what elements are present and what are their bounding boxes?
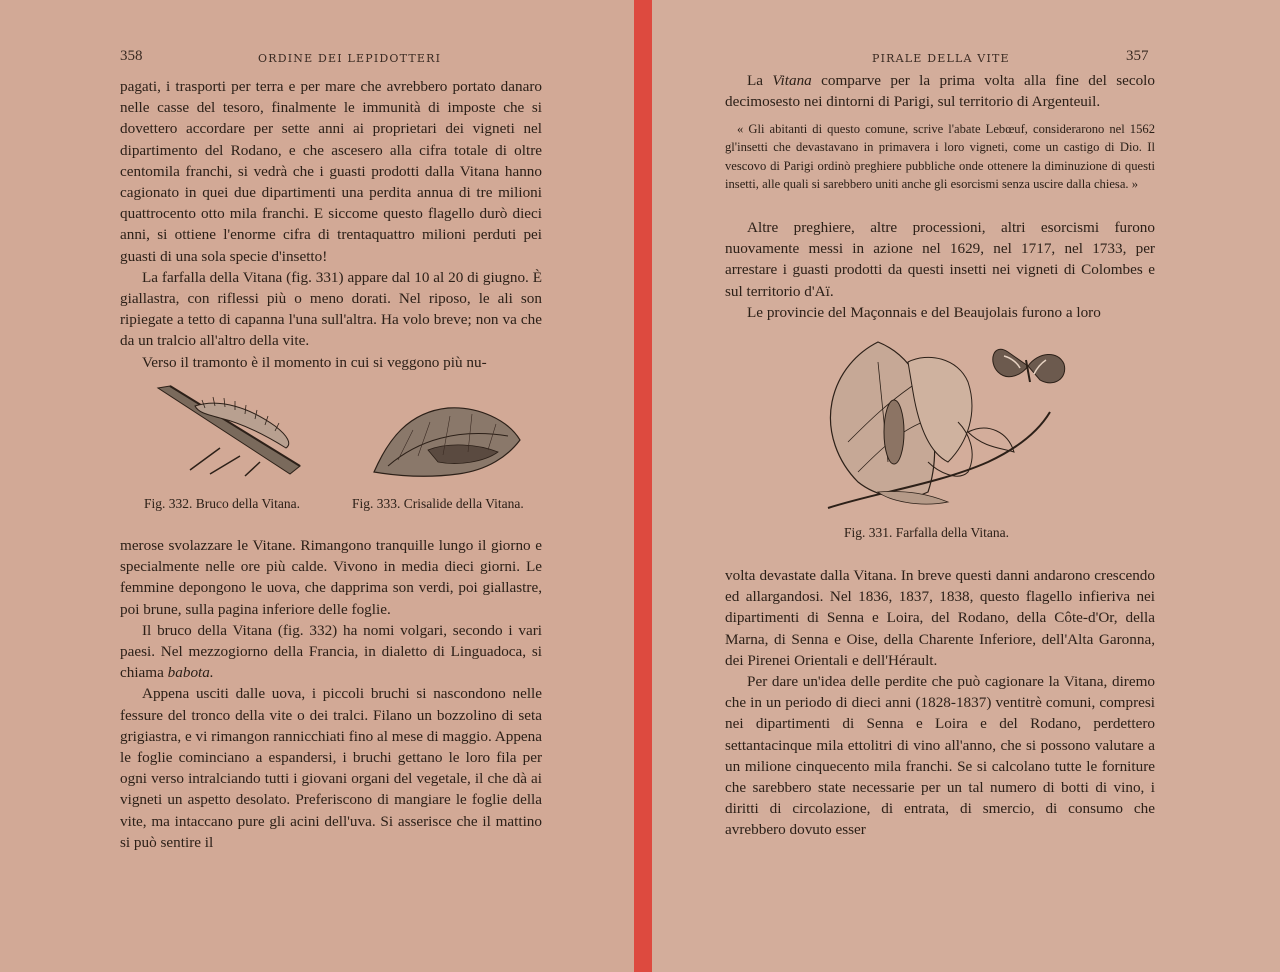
left-text-top [120, 76, 542, 373]
left-page [0, 0, 634, 972]
paragraph: Altre preghiere, altre processioni, altri esorcismi furono nuovamente messi in azione nel 1629, nel 1717, nel 1733, per arrestare i guasti prodotti da questi insetti nei vigneti di Colombes e sul territorio d'Aï. [725, 219, 1155, 300]
right-text-bottom [725, 565, 1155, 841]
paragraph: volta devastate dalla Vitana. In breve questi danni andarono crescendo ed allargandosi. Nel 1836, 1837, 1838, questo flagello infieriva nei dipartimenti di Senna e Loira, del Rodano, della Côte-d'Or, della Marna, di Senna e Oise, della Charente Inferiore, dell'Alta Garonna, dei Pirenei Orientali e dell'Hérault. [725, 567, 1155, 669]
left-page-number: 358 [120, 48, 143, 64]
paragraph: Il bruco della Vitana (fig. 332) ha nomi volgari, secondo i vari paesi. Nel mezzogiorno della Francia, in dialetto di Linguadoca, si chiama babota. [120, 621, 542, 682]
left-text-bottom [120, 535, 542, 853]
right-running-head: PIRALE DELLA VITE [872, 52, 1010, 65]
figure-333-caption: Fig. 333. Crisalide della Vitana. [352, 496, 524, 511]
paragraph: Per dare un'idea delle perdite che può cagionare la Vitana, diremo che in un periodo di dieci anni (1828-1837) ventitrè comuni, compresi nei dipartimenti di Senna e Loira e del Rodano, perdettero settantacinque mila ettolitri di vino all'anno, che si possono valutare a un milione cinquecento mila franchi. Se si calcolano tutte le forniture che sarebbero state necessarie per un tal numero di botti di vino, i diritti di circolazione, di entrata, di smercio, di consumo che avrebbero dovuto esser [725, 673, 1155, 839]
moth-figure [818, 322, 1078, 522]
quote-text: « Gli abitanti di questo comune, scrive l'abate Lebœuf, considerarono nel 1562 gl'insetti che devastavano in primavera i loro vigneti, come un castigo di Dio. Il vescovo di Parigi ordinò preghiere pubbliche onde ottenere la diminuzione di questi insetti, alle quali si sarebbero uniti anche gli esorcismi senza uscire dalla chiesa. » [725, 122, 1155, 192]
gutter [634, 0, 652, 972]
paragraph: merose svolazzare le Vitane. Rimangono tranquille lungo il giorno e specialmente nelle ore più calde. Vivono in media dieci giorni. Le femmine depongono le uova, che dapprima son verdi, poi giallastre, poi brune, sulla pagina inferiore delle foglie. [120, 537, 542, 618]
left-running-head: ORDINE DEI LEPIDOTTERI [258, 52, 442, 65]
quote-block [725, 120, 1155, 194]
right-text-top [725, 217, 1155, 323]
flying-moth-illustration [993, 349, 1065, 383]
paragraph: Le provincie del Maçonnais e del Beaujolais furono a loro [747, 303, 1101, 321]
paragraph: Appena usciti dalle uova, i piccoli bruchi si nascondono nelle fessure del tronco della vite o dei tralci. Filano un bozzolino di seta grigiastra, e vi rimangon rannicchiati fino al mese di maggio. Appena le foglie cominciano a espandersi, i bruchi gettano le loro fila per ogni verso intralciando tutti i giovani organi del vegetale, il che dà ai vigneti un aspetto desolato. Preferiscono di mangiare le foglie della vite, ma intaccano pure gli acini dell'uva. Si asserisce che il mattino si può sentire il [120, 685, 542, 851]
caterpillar-figure [150, 378, 310, 478]
right-page [652, 0, 1280, 972]
paragraph: La farfalla della Vitana (fig. 331) appare dal 10 al 20 di giugno. È giallastra, con riflessi più o meno dorati. Nel riposo, le ali son ripiegate a tetto di capanna l'una sull'altra. Ha volo breve; non va che da un tralcio all'altro della vite. [120, 268, 542, 350]
paragraph: Verso il tramonto è il momento in cui si veggono più nu- [142, 353, 487, 371]
right-page-number: 357 [1126, 48, 1149, 64]
figure-331-caption: Fig. 331. Farfalla della Vitana. [844, 525, 1010, 540]
paragraph: La Vitana comparve per la prima volta alla fine del secolo decimosesto nei dintorni di Parigi, sul territorio di Argenteuil. [725, 72, 1156, 111]
right-text-intro [725, 70, 1155, 112]
chrysalis-figure [368, 400, 528, 480]
figure-332-caption: Fig. 332. Bruco della Vitana. [144, 496, 301, 511]
paragraph: pagati, i trasporti per terra e per mare che avrebbero portato danaro nelle casse del tesoro, finalmente le immunità di imposte che si dovettero accordare per sette anni ai proprietari dei vigneti nel dipartimento del Rodano, e che ascesero alla cifra totale di oltre centomila franchi, si vedrà che i guasti prodotti dalla Vitana hanno cagionato in quei due dipartimenti una perdita annua di tre milioni quattrocento otto mila franchi. E siccome questo flagello durò dieci anni, si ottiene l'enorme cifra di trentaquattro milioni perduti pei guasti di una sola specie d'insetto! [120, 78, 542, 265]
